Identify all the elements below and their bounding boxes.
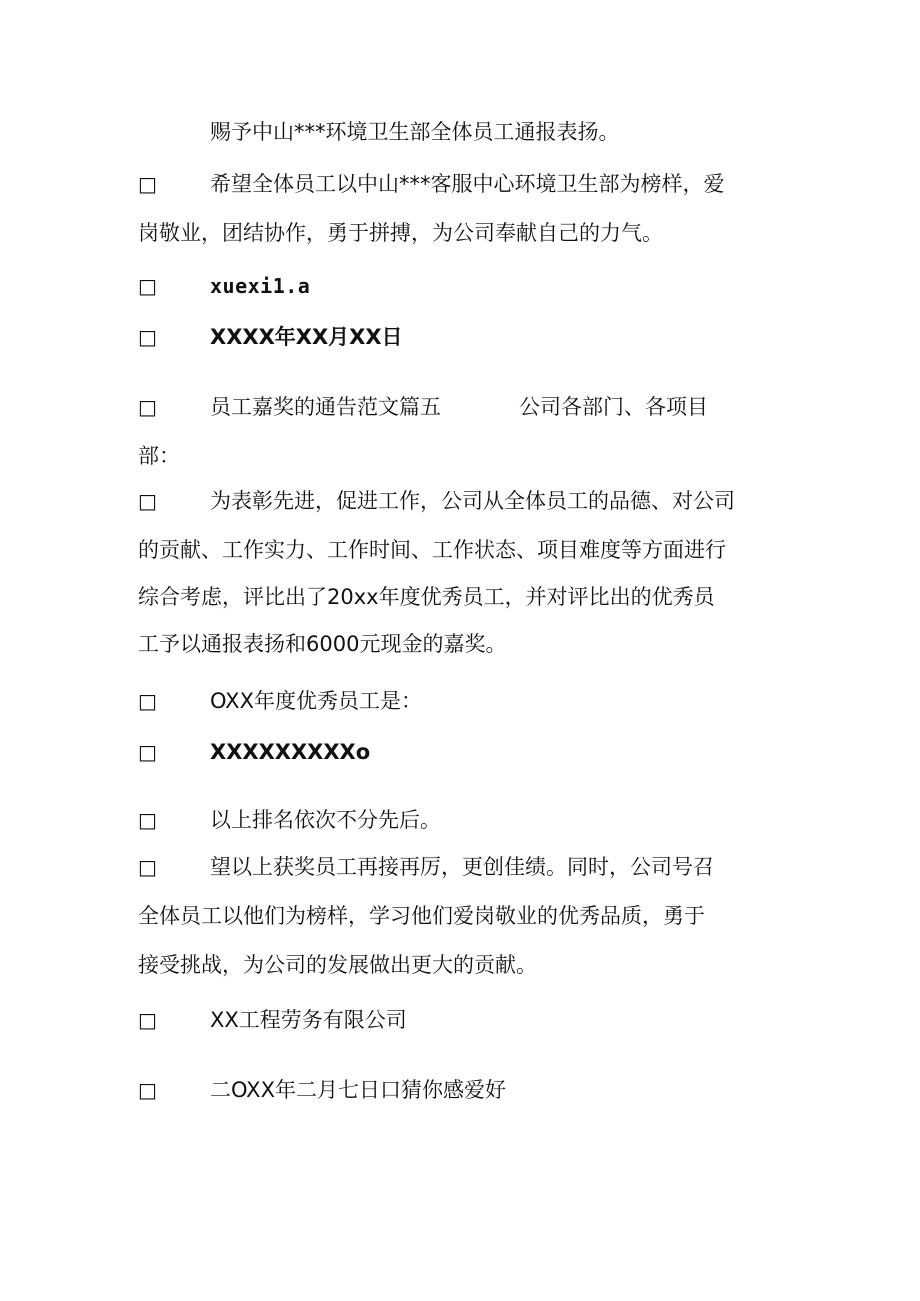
paragraph-line — [138, 276, 310, 297]
paragraph-line — [138, 810, 441, 831]
paragraph-line — [138, 223, 663, 244]
paragraph-text: 部： — [138, 444, 180, 468]
paragraph-text: 岗敬业，团结协作，勇于拼搏，为公司奉献自己的力气。 — [138, 221, 663, 245]
paragraph-text: 以上排名依次不分先后。 — [210, 808, 441, 832]
paragraph-text: 综合考虑，评比出了20xx年度优秀员工，并对评比出的优秀员 — [138, 585, 715, 609]
paragraph-line — [138, 491, 735, 512]
company-name-text: XX工程劳务有限公司 — [210, 1008, 407, 1032]
closing-date-text: 二OXX年二月七日口猜你感爱好 — [210, 1078, 506, 1102]
paragraph-text: 为表彰先进，促进工作，公司从全体员工的品德、对公司 — [210, 489, 735, 513]
paragraph-text: 希望全体员工以中山***客服中心环境卫生部为榜样，爱 — [210, 172, 725, 196]
paragraph-line — [138, 397, 708, 418]
bullet-box-icon: □ — [138, 489, 157, 513]
bullet-box-icon: □ — [138, 855, 157, 879]
paragraph-line — [138, 955, 537, 976]
bullet-box-icon: □ — [138, 325, 157, 349]
bullet-box-icon: □ — [138, 274, 157, 298]
section-title: 员工嘉奖的通告范文篇五 — [210, 395, 441, 419]
date-text: XXXX年XX月XX日 — [210, 325, 403, 349]
paragraph-text: OXX年度优秀员工是： — [210, 689, 422, 713]
paragraph-line — [138, 906, 705, 927]
paragraph-line — [138, 174, 725, 195]
paragraph-text: 全体员工以他们为榜样，学习他们爱岗敬业的优秀品质，勇于 — [138, 904, 705, 928]
paragraph-line — [138, 742, 370, 763]
bullet-box-icon: □ — [138, 740, 157, 764]
paragraph-line — [138, 857, 714, 878]
paragraph-line — [138, 634, 506, 655]
paragraph-text: 工予以通报表扬和6000元现金的嘉奖。 — [138, 632, 507, 656]
paragraph-line — [138, 1010, 407, 1031]
paragraph-line — [138, 1080, 506, 1101]
paragraph-text: 望以上获奖员工再接再厉，更创佳绩。同时，公司号召 — [210, 855, 714, 879]
paragraph-line — [138, 691, 422, 712]
paragraph-line — [138, 122, 620, 143]
bullet-box-icon: □ — [138, 808, 157, 832]
paragraph-text: 接受挑战，为公司的发展做出更大的贡献。 — [138, 953, 537, 977]
bullet-box-icon: □ — [138, 395, 157, 419]
bullet-box-icon: □ — [138, 1078, 157, 1102]
paragraph-text: xuexi1.a — [210, 274, 311, 298]
paragraph-line — [138, 446, 180, 467]
paragraph-line — [138, 587, 715, 608]
addressee-text: 公司各部门、各项目 — [519, 395, 708, 419]
bullet-box-icon: □ — [138, 172, 157, 196]
paragraph-line — [138, 327, 403, 348]
bullet-box-icon: □ — [138, 689, 157, 713]
paragraph-text: 的贡献、工作实力、工作时间、工作状态、项目难度等方面进行 — [138, 538, 726, 562]
paragraph-text: 赐予中山***环境卫生部全体员工通报表扬。 — [210, 120, 620, 144]
employee-name-text: XXXXXXXXXo — [210, 740, 371, 764]
paragraph-line — [138, 540, 726, 561]
bullet-box-icon: □ — [138, 1008, 157, 1032]
